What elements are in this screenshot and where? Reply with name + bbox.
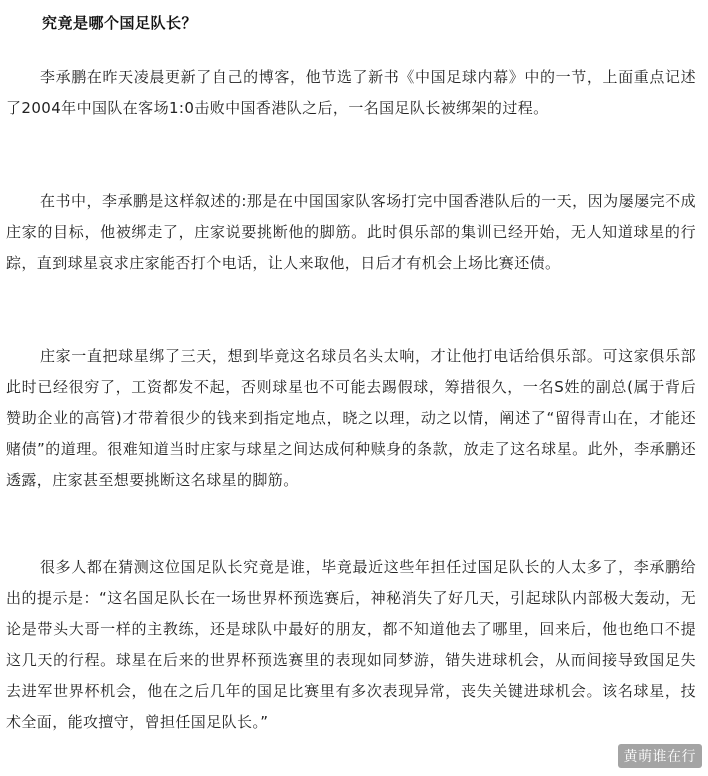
- article-paragraph-3: 庄家一直把球星绑了三天，想到毕竟这名球员名头太响，才让他打电话给俱乐部。可这家俱乐部此时已经很穷了，工资都发不起，否则球星也不可能去踢假球，筹措很久，一名S姓的副总(属于背后赞助企业的高管)才带着很少的钱来到指定地点，晓之以理，动之以情，阐述了“留得青山在，才能还赌债”的道理。很难知道当时庄家与球星之间达成何种赎身的条款，放走了这名球星。此外，李承鹏还透露，庄家甚至想要挑断这名球星的脚筋。: [6, 347, 696, 489]
- article-paragraph-1: 李承鹏在昨天凌晨更新了自己的博客，他节选了新书《中国足球内幕》中的一节，上面重点记述了2004年中国队在客场1:0击败中国香港队之后，一名国足队长被绑架的过程。: [6, 68, 696, 117]
- watermark: 黄萌谁在行: [618, 744, 703, 768]
- article-paragraph-2: 在书中，李承鹏是这样叙述的:那是在中国国家队客场打完中国香港队后的一天，因为屡屡完不成庄家的目标，他被绑走了，庄家说要挑断他的脚筋。此时俱乐部的集训已经开始，无人知道球星的行踪，直到球星哀求庄家能否打个电话，让人来取他，日后才有机会上场比赛还债。: [6, 192, 696, 272]
- article-title: 究竟是哪个国足队长？: [42, 14, 198, 32]
- article-paragraph-4: 很多人都在猜测这位国足队长究竟是谁，毕竟最近这些年担任过国足队长的人太多了，李承鹏给出的提示是：“这名国足队长在一场世界杯预选赛后，神秘消失了好几天，引起球队内部极大轰动，无论是带头大哥一样的主教练，还是球队中最好的朋友，都不知道他去了哪里，回来后，他也绝口不提这几天的行程。球星在后来的世界杯预选赛里的表现如同梦游，错失进球机会，从而间接导致国足失去进军世界杯机会，他在之后几年的国足比赛里有多次表现异常，丧失关键进球机会。该名球星，技术全面，能攻擅守，曾担任国足队长。”: [6, 558, 696, 731]
